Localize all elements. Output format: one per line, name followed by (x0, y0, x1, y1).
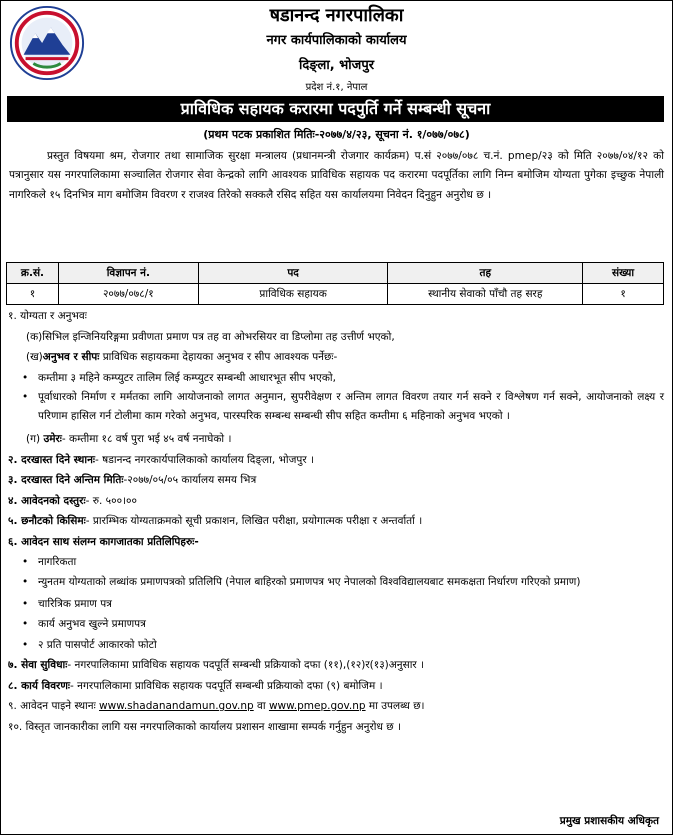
section-label: ४. आवेदनको दस्तुरः (8, 494, 86, 507)
signature-title: प्रमुख प्रशासकीय अधिकृत (559, 815, 659, 827)
section-text: वा (253, 700, 269, 712)
org-name: षडानन्द नगरपालिका (269, 5, 404, 26)
col-header-post: पद (198, 263, 388, 284)
section-label: ३. दरखास्त दिने अन्तिम मितिः (8, 474, 124, 486)
document-item: • चारित्रिक प्रमाण पत्र (8, 594, 664, 615)
section-text: ९. आवेदन पाइने स्थानः (8, 700, 100, 712)
section-1-title: १. योग्यता र अनुभवः (8, 310, 87, 322)
section-text: मा उपलब्ध छ। (365, 700, 425, 712)
qualification-item-ga (8, 429, 664, 450)
document-item: • न्युनतम योग्यताको लब्धांक प्रमाणपत्रको प्रतिलिपि (नेपाल बाहिरको प्रमाणपत्र भए नेपालको विश्वविद्यालयबाट समकक्षता निर्धारण गरिएको प्रमाण) (8, 573, 664, 592)
item-text: - कम्तीमा १८ वर्ष पुरा भई ४५ वर्ष ननाघेको । (61, 433, 232, 445)
col-header-sn: क्र.सं. (7, 263, 59, 284)
col-header-ad-no: विज्ञापन नं. (58, 263, 198, 284)
col-header-count: संख्या (583, 263, 664, 284)
section-text: - नगरपालिकामा प्राविधिक सहायक पदपूर्ति सम्बन्धी प्रक्रियाको दफा (११),(१२)र(१३)अनुसार । (67, 659, 425, 671)
section-6-title: ६. आवेदन साथ संलग्न कागजातका प्रतिलिपिहरुः- (8, 535, 199, 548)
section-2 (8, 450, 664, 471)
section-9 (8, 696, 664, 717)
cell-level: स्थानीय सेवाको पाँचौ तह सरह (388, 284, 583, 305)
experience-bullet-2: • पूर्वाधारको निर्माण र मर्मतका लागि आयोजनाको लागत अनुमान, सुपरीवेक्षण र अन्तिम लागत विवरण तयार गर्न सक्ने र विश्लेषण गर्न सक्ने, आयोजनाको लक्ष्य र परिणाम हासिल गर्न टोलीमा काम गरेको अनुभव, पारस्परिक सम्बन्ध सम्बन्धी सीप सहित कम्तीमा ६ महिनाको अनुभव भएको । (8, 388, 664, 426)
section-text: - रु. ५००।०० (85, 494, 137, 507)
qualification-item-kha (8, 347, 664, 368)
item-bold-label: अनुभव र सीपः (42, 351, 100, 363)
item-prefix: (ग) (26, 433, 44, 445)
section-3 (8, 470, 664, 491)
cell-ad-no: २०७७/०७८/१ (58, 284, 198, 305)
col-header-level: तह (388, 263, 583, 284)
section-7 (8, 655, 664, 676)
section-label: ८. कार्य विवरणः (8, 679, 71, 692)
document-item: • कार्य अनुभव खुल्ने प्रमाणपत्र (8, 614, 664, 635)
section-text: -२०७७/०५/०५ कार्यालय समय भित्र (123, 474, 257, 486)
section-text: - नगरपालिकामा प्राविधिक सहायक पदपूर्ति सम्बन्धी प्रक्रियाको दफा (९) बमोजिम । (70, 679, 383, 692)
item-bold-label: उमेरः (43, 433, 62, 445)
section-label: ७. सेवा सुविधाः (8, 659, 68, 671)
table-header-row (7, 263, 664, 284)
item-text: प्राविधिक सहायकमा देहायका अनुभव र सीप आवश्यक पर्नेछः- (99, 351, 338, 363)
section-10: १०. विस्तृत जानकारीका लागि यस नगरपालिकाको कार्यालय प्रशासन शाखामा सम्पर्क गर्नुहुन अनुरोध छ । (8, 720, 401, 733)
cell-sn: १ (7, 284, 59, 305)
document-item: • नागरिकता (8, 552, 664, 573)
pmep-website-link[interactable]: www.pmep.gov.np (268, 700, 366, 712)
section-4 (8, 491, 664, 512)
notice-title: प्राविधिक सहायक करारमा पदपुर्ति गर्ने सम्बन्धी सूचना (7, 96, 664, 122)
section-label: २. दरखास्त दिने स्थानः (8, 453, 96, 466)
publication-line: (प्रथम पटक प्रकाशित मितिः-२०७७/४/२३, सूचना नं. १/०७७/०७८) (203, 128, 470, 141)
vacancy-table (6, 262, 664, 305)
municipality-website-link[interactable]: www.shadanandamun.gov.np (99, 700, 254, 712)
document-item: • २ प्रति पासपोर्ट आकारको फोटो (8, 635, 664, 656)
intro-paragraph: प्रस्तुत विषयमा श्रम, रोजगार तथा सामाजिक सुरक्षा मन्त्रालय (प्रधानमन्त्री रोजगार कार्यक्रम) प.सं २०७७/०७८ च.नं. pmep/२३ को मिति २०७७/०४/१२ को पत्रानुसार यस नगरपालिकामा सञ्चालित रोजगार सेवा केन्द्रको लागि आवश्यक प्राविधिक सहायक पद करारमा पदपूर्तिका लागि निम्न बमोजिम योग्यता पुगेका इच्छुक नेपाली नागरिकले १५ दिनभित्र माग बमोजिम विवरण र राजश्व तिरेको सक्कलै रसिद सहित यस कार्यालयमा निवेदन दिनुहुन अनुरोध छ । (9, 150, 664, 201)
section-label: ५. छनौटको किसिमः (8, 515, 86, 527)
province-line: प्रदेश नं.१, नेपाल (305, 82, 368, 93)
office-address: दिङ्ला, भोजपुर (298, 58, 375, 73)
section-text: - षडानन्द नगरकार्यपालिकाको कार्यालय दिङ्ला, भोजपुर । (95, 453, 315, 466)
experience-bullet-1: • कम्तीमा ३ महिने कम्प्युटर तालिम लिई कम्प्युटर सम्बन्धी आधारभूत सीप भएको, (8, 368, 664, 389)
table-row (7, 284, 664, 305)
notice-body (8, 306, 664, 737)
item-prefix: (ख) (26, 351, 43, 363)
qualification-item-ka: (क)सिभिल इन्जिनियरिङ्गमा प्रवीणता प्रमाण पत्र तह वा ओभरसियर वा डिप्लोमा तह उत्तीर्ण भएको, (26, 330, 395, 343)
section-text: - प्रारम्भिक योग्यताक्रमको सूची प्रकाशन, लिखित परीक्षा, प्रयोगात्मक परीक्षा र अन्तर्वार्ता । (85, 515, 423, 527)
office-name: नगर कार्यपालिकाको कार्यालय (266, 33, 407, 48)
section-5 (8, 511, 664, 532)
cell-post: प्राविधिक सहायक (198, 284, 388, 305)
cell-count: १ (583, 284, 664, 305)
section-8 (8, 676, 664, 697)
